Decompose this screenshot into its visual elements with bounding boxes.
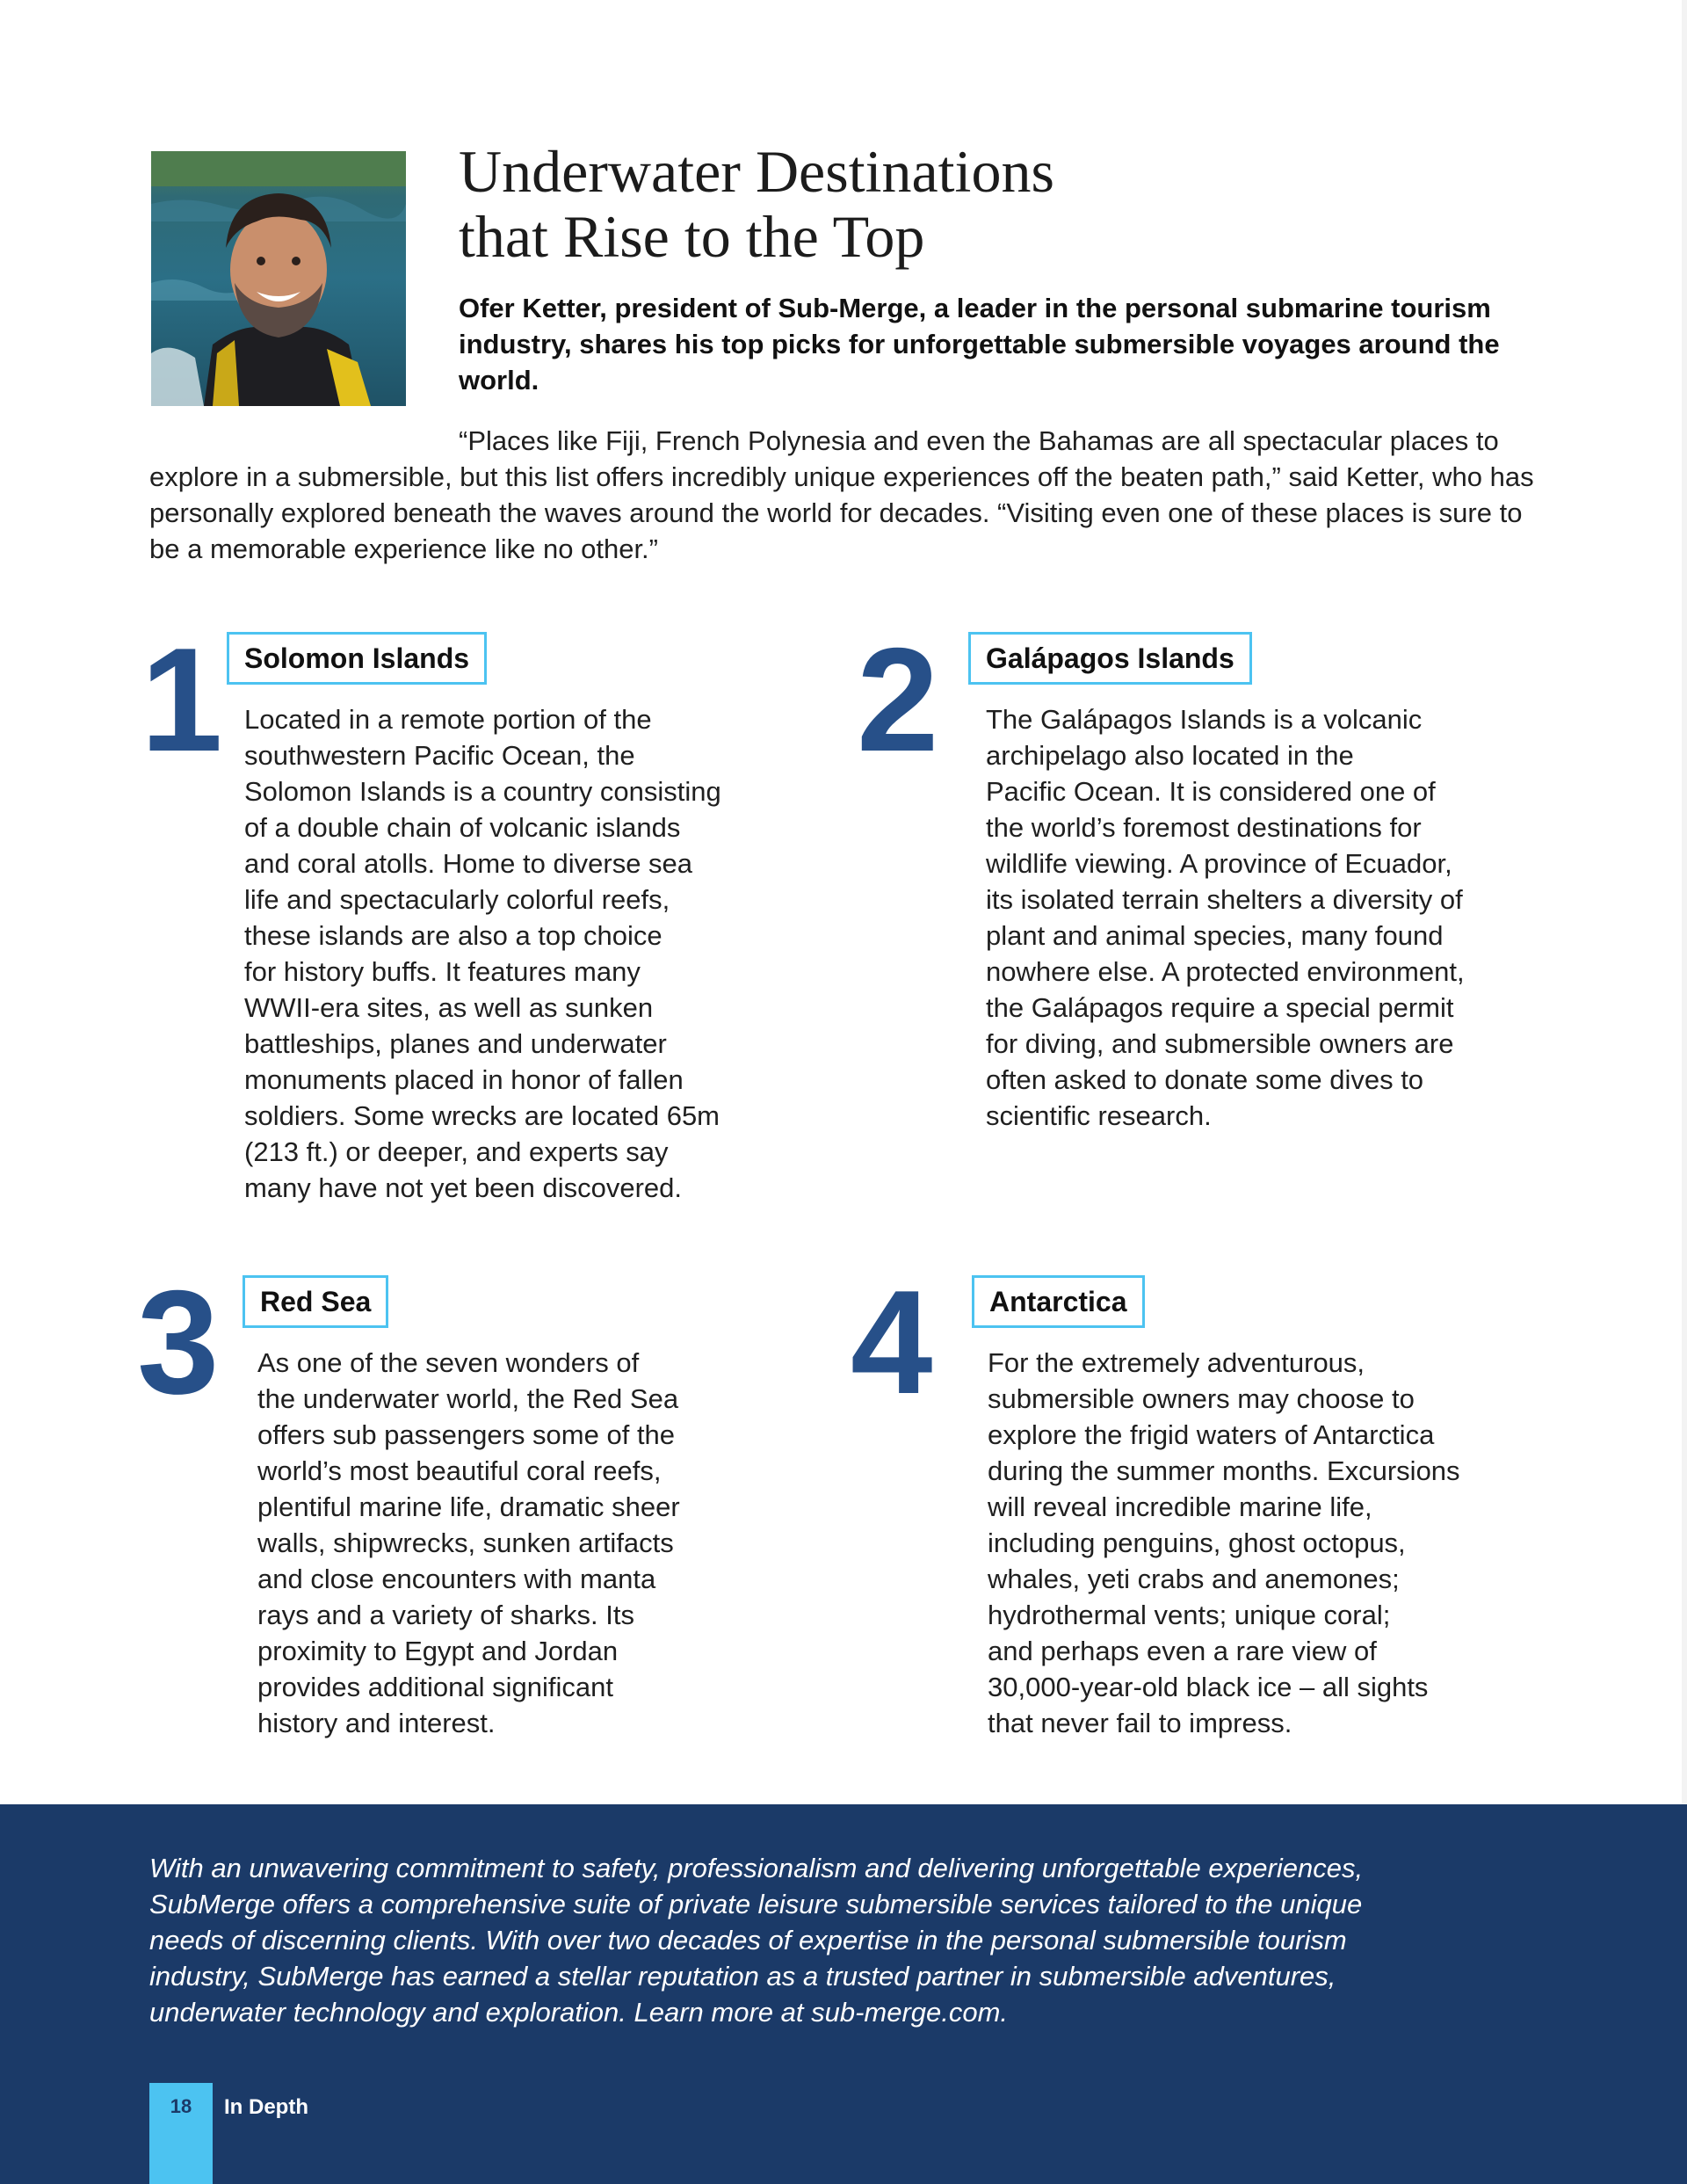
destination-description <box>986 701 1465 1134</box>
description-line: offers sub passengers some of the <box>257 1419 676 1450</box>
description-line: For the extremely adventurous, <box>988 1347 1365 1378</box>
description-line: 30,000-year-old black ice – all sights <box>988 1672 1429 1702</box>
description-line: and perhaps even a rare view of <box>988 1636 1377 1666</box>
footer-line: SubMerge offers a comprehensive suite of private leisure submersible services tailored to the unique <box>149 1889 1363 1919</box>
description-line: often asked to donate some dives to <box>986 1064 1424 1095</box>
description-line: scientific research. <box>986 1100 1212 1131</box>
page-number: 18 <box>170 2095 192 2117</box>
description-line: will reveal incredible marine life, <box>988 1491 1372 1522</box>
description-line: soldiers. Some wrecks are located 65m <box>244 1100 720 1131</box>
footer-line: industry, SubMerge has earned a stellar reputation as a trusted partner in submersible adventures, <box>149 1961 1336 1992</box>
description-line: these islands are also a top choice <box>244 920 662 951</box>
description-line: and coral atolls. Home to diverse sea <box>244 848 693 879</box>
description-line: submersible owners may choose to <box>988 1383 1415 1414</box>
description-line: that never fail to impress. <box>988 1708 1292 1738</box>
description-line: its isolated terrain shelters a diversity of <box>986 884 1463 915</box>
destination-description <box>988 1345 1460 1741</box>
description-line: The Galápagos Islands is a volcanic <box>986 704 1423 735</box>
footer-about-text <box>149 1850 1555 2030</box>
article-lead: Ofer Ketter, president of Sub-Merge, a leader in the personal submarine tourism industry, shares his top picks for unforgettable submersible voyages around the world. <box>459 293 1500 395</box>
description-line: many have not yet been discovered. <box>244 1172 683 1203</box>
article-title-line-1: Underwater Destinations <box>459 138 1054 205</box>
description-line: for history buffs. It features many <box>244 956 641 987</box>
description-line: during the summer months. Excursions <box>988 1455 1460 1486</box>
description-line: of a double chain of volcanic islands <box>244 812 681 843</box>
section-label: In Depth <box>224 2095 308 2119</box>
description-line: for diving, and submersible owners are <box>986 1028 1454 1059</box>
footer-line: underwater technology and exploration. Learn more at sub-merge.com. <box>149 1997 1009 2028</box>
description-line: archipelago also located in the <box>986 740 1354 771</box>
destination-description <box>244 701 721 1206</box>
description-line: hydrothermal vents; unique coral; <box>988 1600 1391 1630</box>
description-line: proximity to Egypt and Jordan <box>257 1636 619 1666</box>
description-line: monuments placed in honor of fallen <box>244 1064 684 1095</box>
description-line: life and spectacularly colorful reefs, <box>244 884 670 915</box>
article-intro: “Places like Fiji, French Polynesia and even the Bahamas are all spectacular places to explore in a submersible, but this list offers incredibly unique experiences off the beaten path,” said Ketter, who has personally explored beneath the waves around the world for decades. “Visiting even one of these places is sure to be a memorable experience like no other.” <box>149 425 1534 564</box>
description-line: history and interest. <box>257 1708 496 1738</box>
destination-number: 1 <box>141 617 220 782</box>
destination-title: Solomon Islands <box>227 632 487 685</box>
description-line: WWII-era sites, as well as sunken <box>244 992 654 1023</box>
destination-title: Galápagos Islands <box>968 632 1252 685</box>
article-title <box>459 139 1513 269</box>
description-line: the world’s foremost destinations for <box>986 812 1422 843</box>
description-line: Solomon Islands is a country consisting <box>244 776 721 807</box>
description-line: southwestern Pacific Ocean, the <box>244 740 635 771</box>
author-portrait <box>151 151 406 406</box>
description-line: As one of the seven wonders of <box>257 1347 640 1378</box>
portrait-image <box>151 151 406 406</box>
description-line: the Galápagos require a special permit <box>986 992 1454 1023</box>
description-line: and close encounters with manta <box>257 1564 656 1594</box>
description-line: battleships, planes and underwater <box>244 1028 667 1059</box>
destination-description <box>257 1345 680 1741</box>
description-line: the underwater world, the Red Sea <box>257 1383 679 1414</box>
article-title-line-2: that Rise to the Top <box>459 203 925 270</box>
description-line: Pacific Ocean. It is considered one of <box>986 776 1436 807</box>
footer-line: With an unwavering commitment to safety, professionalism and delivering unforgettable experiences, <box>149 1853 1364 1883</box>
destination-title: Red Sea <box>243 1275 388 1328</box>
description-line: plant and animal species, many found <box>986 920 1444 951</box>
description-line: plentiful marine life, dramatic sheer <box>257 1491 680 1522</box>
description-line: whales, yeti crabs and anemones; <box>988 1564 1400 1594</box>
description-line: provides additional significant <box>257 1672 613 1702</box>
description-line: rays and a variety of sharks. Its <box>257 1600 635 1630</box>
destination-number: 4 <box>851 1259 930 1425</box>
description-line: nowhere else. A protected environment, <box>986 956 1465 987</box>
destination-number: 2 <box>857 617 936 782</box>
description-line: Located in a remote portion of the <box>244 704 652 735</box>
destination-number: 3 <box>137 1259 216 1425</box>
footer-line: needs of discerning clients. With over two decades of expertise in the personal submersible tourism <box>149 1925 1347 1955</box>
description-line: explore the frigid waters of Antarctica <box>988 1419 1435 1450</box>
destination-title: Antarctica <box>972 1275 1145 1328</box>
description-line: including penguins, ghost octopus, <box>988 1527 1406 1558</box>
description-line: wildlife viewing. A province of Ecuador, <box>986 848 1452 879</box>
description-line: walls, shipwrecks, sunken artifacts <box>257 1527 674 1558</box>
description-line: (213 ft.) or deeper, and experts say <box>244 1136 669 1167</box>
description-line: world’s most beautiful coral reefs, <box>257 1455 662 1486</box>
